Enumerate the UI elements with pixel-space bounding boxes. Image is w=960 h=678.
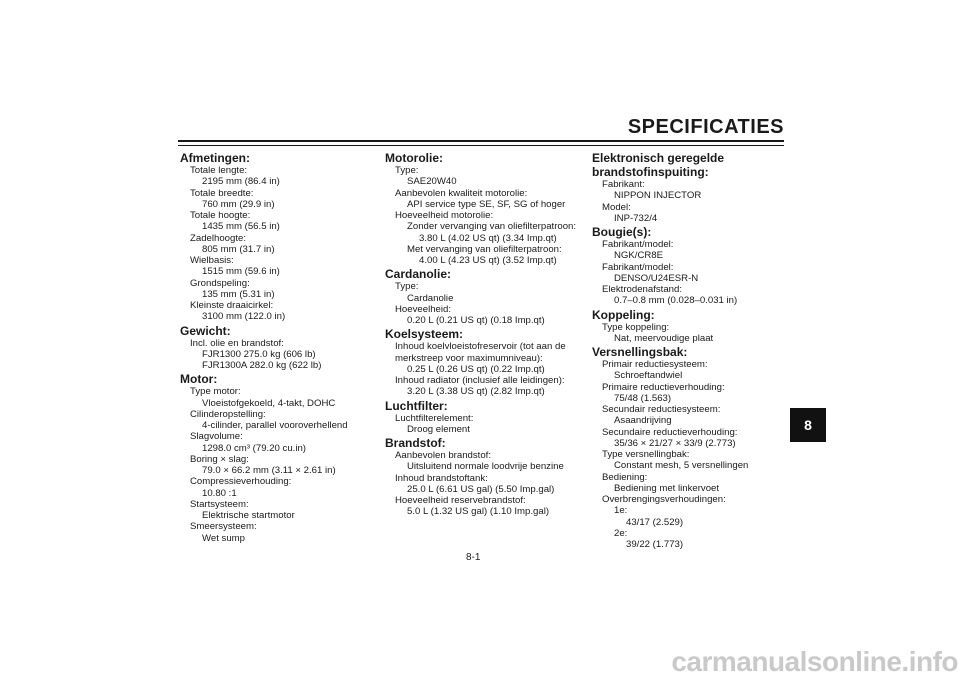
- spec-value: FJR1300A 282.0 kg (622 lb): [202, 360, 322, 371]
- section-tab[interactable]: 8: [790, 408, 826, 442]
- spec-value: 4.00 L (4.23 US qt) (3.52 Imp.qt): [419, 255, 557, 266]
- spec-column-2: [385, 151, 585, 519]
- spec-value: NIPPON INJECTOR: [614, 190, 702, 202]
- spec-value: 10.80 :1: [202, 487, 237, 499]
- section-heading: Versnellingsbak:: [592, 345, 688, 359]
- spec-section: [592, 225, 792, 307]
- title-rule-thin: [178, 145, 784, 146]
- spec-value: INP-732/4: [614, 212, 658, 224]
- spec-value: Cardanolie: [407, 292, 454, 304]
- spec-label: Primair reductiesysteem:: [602, 359, 708, 370]
- spec-label: Smeersysteem:: [190, 521, 257, 533]
- spec-label: Fabrikant:: [602, 179, 645, 190]
- spec-label: Hoeveelheid motorolie:: [395, 210, 494, 221]
- spec-label: Primaire reductieverhouding:: [602, 381, 725, 393]
- spec-label: Inhoud radiator (inclusief alle leidingen):: [395, 375, 565, 386]
- spec-label: Aanbevolen brandstof:: [395, 450, 492, 461]
- spec-section: [592, 345, 792, 550]
- spec-label: Luchtfilterelement:: [395, 412, 474, 424]
- spec-label: Fabrikant/model:: [602, 261, 674, 273]
- spec-value: 3.20 L (3.38 US qt) (2.82 Imp.qt): [407, 386, 545, 398]
- spec-value: 1435 mm (56.5 in): [202, 221, 280, 233]
- spec-value: Nat, meervoudige plaat: [614, 332, 714, 344]
- spec-value: 39/22 (1.773): [626, 539, 684, 550]
- spec-label: Hoeveelheid:: [395, 303, 452, 315]
- spec-section: [385, 267, 585, 326]
- spec-label: Type:: [395, 165, 419, 176]
- spec-label: Inhoud koelvloeistofreservoir (tot aan de: [395, 341, 566, 353]
- spec-label: Secundaire reductieverhouding:: [602, 426, 738, 438]
- section-heading: Koppeling:: [592, 307, 655, 322]
- spec-value: Constant mesh, 5 versnellingen: [614, 460, 749, 472]
- spec-section: [180, 372, 370, 544]
- spec-label: Fabrikant/model:: [602, 239, 674, 250]
- spec-value: 3.80 L (4.02 US qt) (3.34 Imp.qt): [419, 232, 557, 244]
- spec-label: Type:: [395, 281, 419, 293]
- spec-label: Boring × slag:: [190, 453, 249, 465]
- spec-column-1: [180, 151, 370, 545]
- spec-value: 1298.0 cm³ (79.20 cu.in): [202, 442, 306, 454]
- spec-label: Totale breedte:: [190, 187, 254, 199]
- section-heading: Afmetingen:: [180, 151, 250, 165]
- spec-label: Elektrodenafstand:: [602, 284, 683, 295]
- spec-label: Type motor:: [190, 386, 241, 398]
- spec-label: Hoeveelheid reservebrandstof:: [395, 495, 526, 506]
- spec-label: Overbrengingsverhoudingen:: [602, 494, 726, 505]
- title-rule: [178, 140, 784, 142]
- spec-value: Schroeftandwiel: [614, 370, 683, 382]
- spec-sublabel: 1e:: [614, 505, 628, 517]
- spec-value: NGK/CR8E: [614, 250, 664, 262]
- spec-value: 0.7–0.8 mm (0.028–0.031 in): [614, 295, 738, 307]
- spec-value: 135 mm (5.31 in): [202, 288, 275, 300]
- spec-section: [385, 327, 585, 397]
- spec-value: FJR1300 275.0 kg (606 lb): [202, 348, 316, 360]
- section-heading: Bougie(s):: [592, 225, 652, 239]
- spec-label: Compressieverhouding:: [190, 476, 292, 488]
- spec-value: Wet sump: [202, 532, 246, 544]
- spec-value: Asaandrijving: [614, 415, 672, 427]
- spec-value: Uitsluitend normale loodvrije benzine: [407, 461, 564, 473]
- spec-sublabel: 2e:: [614, 527, 628, 539]
- spec-label: Type koppeling:: [602, 321, 670, 333]
- spec-value: Droog element: [407, 423, 470, 435]
- spec-value: 5.0 L (1.32 US gal) (1.10 Imp.gal): [407, 506, 550, 518]
- watermark: carmanualsonline.info: [671, 646, 958, 677]
- spec-label: Slagvolume:: [190, 431, 243, 443]
- spec-label: Inhoud brandstoftank:: [395, 472, 488, 484]
- spec-value: 25.0 L (6.61 US gal) (5.50 Imp.gal): [407, 483, 555, 495]
- spec-value: 43/17 (2.529): [626, 516, 684, 528]
- section-heading: Motorolie:: [385, 151, 443, 165]
- section-heading: Cardanolie:: [385, 267, 452, 282]
- spec-value: 35/36 × 21/27 × 33/9 (2.773): [614, 437, 736, 449]
- spec-section: [592, 308, 792, 345]
- spec-value: 79.0 × 66.2 mm (3.11 × 2.61 in): [202, 465, 336, 476]
- spec-value: 2195 mm (86.4 in): [202, 176, 280, 188]
- spec-section: [592, 151, 792, 224]
- spec-value: Bediening met linkervoet: [614, 482, 720, 494]
- spec-label: Type versnellingbak:: [602, 449, 690, 460]
- spec-value: SAE20W40: [407, 176, 457, 188]
- spec-value: 0.20 L (0.21 US qt) (0.18 Imp.qt): [407, 315, 545, 326]
- section-heading: Gewicht:: [180, 323, 231, 338]
- spec-label: Cilinderopstelling:: [190, 408, 266, 420]
- spec-sublabel: Zonder vervanging van oliefilterpatroon:: [407, 221, 577, 233]
- spec-section: [180, 324, 370, 372]
- spec-section: [385, 436, 585, 518]
- spec-section: [180, 151, 370, 323]
- section-heading: Luchtfilter:: [385, 398, 448, 413]
- spec-value: 0.25 L (0.26 US qt) (0.22 Imp.qt): [407, 363, 545, 375]
- spec-value: 1515 mm (59.6 in): [202, 266, 280, 278]
- spec-value: 75/48 (1.563): [614, 392, 672, 404]
- page-title: SPECIFICATIES: [627, 116, 784, 138]
- section-heading: brandstofinspuiting:: [592, 165, 709, 179]
- spec-label: Totale hoogte:: [190, 210, 251, 221]
- spec-column-3: [592, 151, 792, 551]
- spec-label: Totale lengte:: [190, 165, 248, 176]
- spec-label: Bediening:: [602, 471, 648, 483]
- spec-label: Kleinste draaicirkel:: [190, 300, 274, 311]
- spec-value: API service type SE, SF, SG of hoger: [407, 198, 566, 210]
- spec-label: Aanbevolen kwaliteit motorolie:: [395, 187, 528, 199]
- spec-value: Elektrische startmotor: [202, 510, 295, 521]
- spec-label: Secundair reductiesysteem:: [602, 404, 721, 415]
- page-number: 8-1: [466, 552, 481, 563]
- spec-value: DENSO/U24ESR-N: [614, 272, 699, 284]
- spec-label: Startsysteem:: [190, 498, 249, 510]
- spec-label: Incl. olie en brandstof:: [190, 337, 284, 349]
- section-heading: Elektronisch geregelde: [592, 151, 725, 165]
- spec-value: 760 mm (29.9 in): [202, 198, 275, 210]
- section-heading: Brandstof:: [385, 436, 446, 450]
- section-heading: Koelsysteem:: [385, 327, 464, 342]
- spec-label: Model:: [602, 201, 631, 213]
- section-heading: Motor:: [180, 372, 218, 387]
- spec-label: Wielbasis:: [190, 255, 234, 266]
- spec-label: Grondspeling:: [190, 277, 250, 289]
- spec-value: 805 mm (31.7 in): [202, 243, 275, 255]
- spec-section: [385, 399, 585, 436]
- spec-value: 3100 mm (122.0 in): [202, 311, 286, 323]
- spec-sublabel: Met vervanging van oliefilterpatroon:: [407, 243, 562, 255]
- spec-label: merkstreep voor maximumniveau):: [395, 352, 543, 364]
- spec-value: 4-cilinder, parallel vooroverhellend: [202, 420, 348, 431]
- spec-label: Zadelhoogte:: [190, 232, 247, 244]
- spec-section: [385, 151, 585, 266]
- spec-value: Vloeistofgekoeld, 4-takt, DOHC: [202, 397, 336, 409]
